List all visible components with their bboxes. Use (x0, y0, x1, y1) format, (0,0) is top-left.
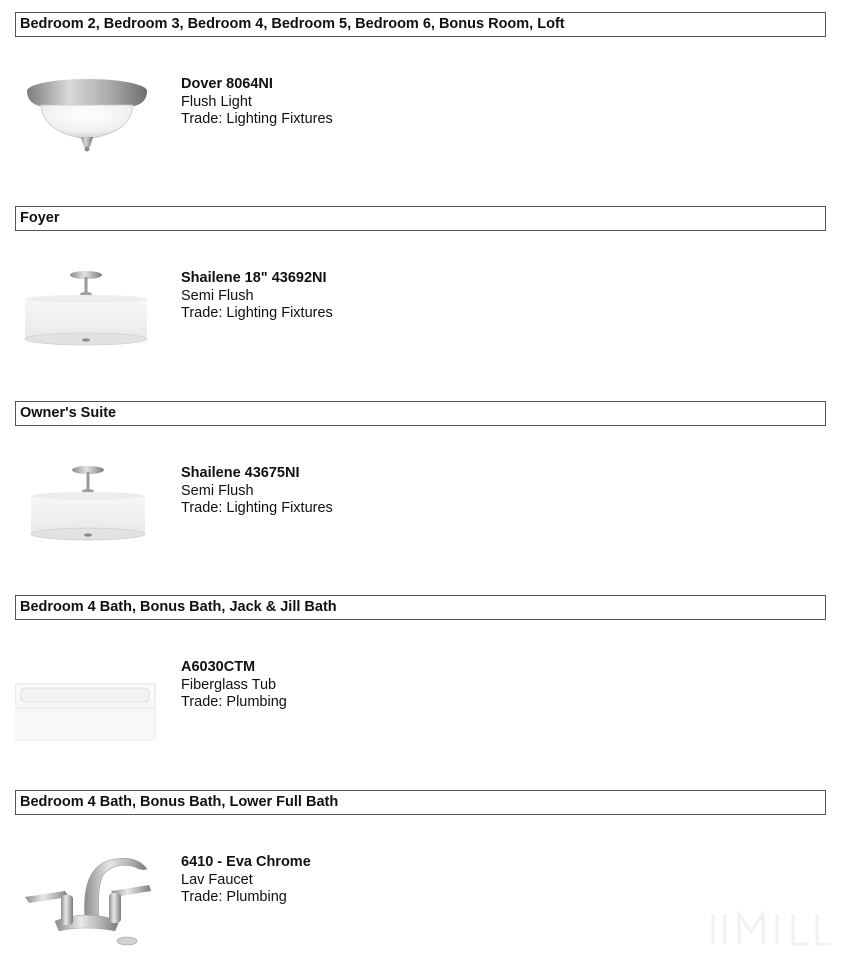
selection-section-bedrooms (0, 0, 853, 194)
selection-section-tub-baths (0, 583, 853, 777)
product-name: A6030CTM (181, 659, 256, 675)
product-item (0, 55, 853, 165)
product-name: 6410 - Eva Chrome (181, 854, 311, 870)
product-info (181, 854, 311, 907)
selection-section-owners-suite (0, 389, 853, 583)
faucet-image (15, 841, 160, 951)
product-type: Flush Light (181, 93, 252, 110)
semi-flush-light-image (15, 452, 160, 547)
product-trade: Trade: Lighting Fixtures (181, 305, 333, 321)
product-type: Semi Flush (181, 482, 254, 499)
product-info (181, 76, 333, 129)
product-name: Dover 8064NI (181, 76, 273, 92)
section-header: Owner's Suite (15, 401, 826, 426)
bathtub-image (15, 646, 160, 741)
section-header: Bedroom 2, Bedroom 3, Bedroom 4, Bedroom 5, Bedroom 6, Bonus Room, Loft (15, 12, 826, 37)
semi-flush-light-image (15, 257, 160, 352)
product-item (0, 638, 853, 748)
product-trade: Trade: Lighting Fixtures (181, 111, 333, 127)
product-info (181, 659, 287, 712)
product-name: Shailene 43675NI (181, 465, 300, 481)
product-type: Semi Flush (181, 287, 254, 304)
watermark-logo (705, 910, 835, 948)
selection-section-foyer (0, 194, 853, 388)
product-name: Shailene 18" 43692NI (181, 270, 327, 286)
product-item (0, 249, 853, 359)
section-header: Bedroom 4 Bath, Bonus Bath, Jack & Jill Bath (15, 595, 826, 620)
product-info (181, 270, 333, 323)
section-header: Foyer (15, 206, 826, 231)
product-trade: Trade: Plumbing (181, 889, 287, 905)
product-type: Fiberglass Tub (181, 676, 277, 693)
product-trade: Trade: Plumbing (181, 694, 287, 710)
product-trade: Trade: Lighting Fixtures (181, 500, 333, 516)
section-header: Bedroom 4 Bath, Bonus Bath, Lower Full Bath (15, 790, 826, 815)
product-type: Lav Faucet (181, 871, 253, 888)
product-item (0, 444, 853, 554)
product-info (181, 465, 333, 518)
flush-light-image (15, 63, 160, 158)
